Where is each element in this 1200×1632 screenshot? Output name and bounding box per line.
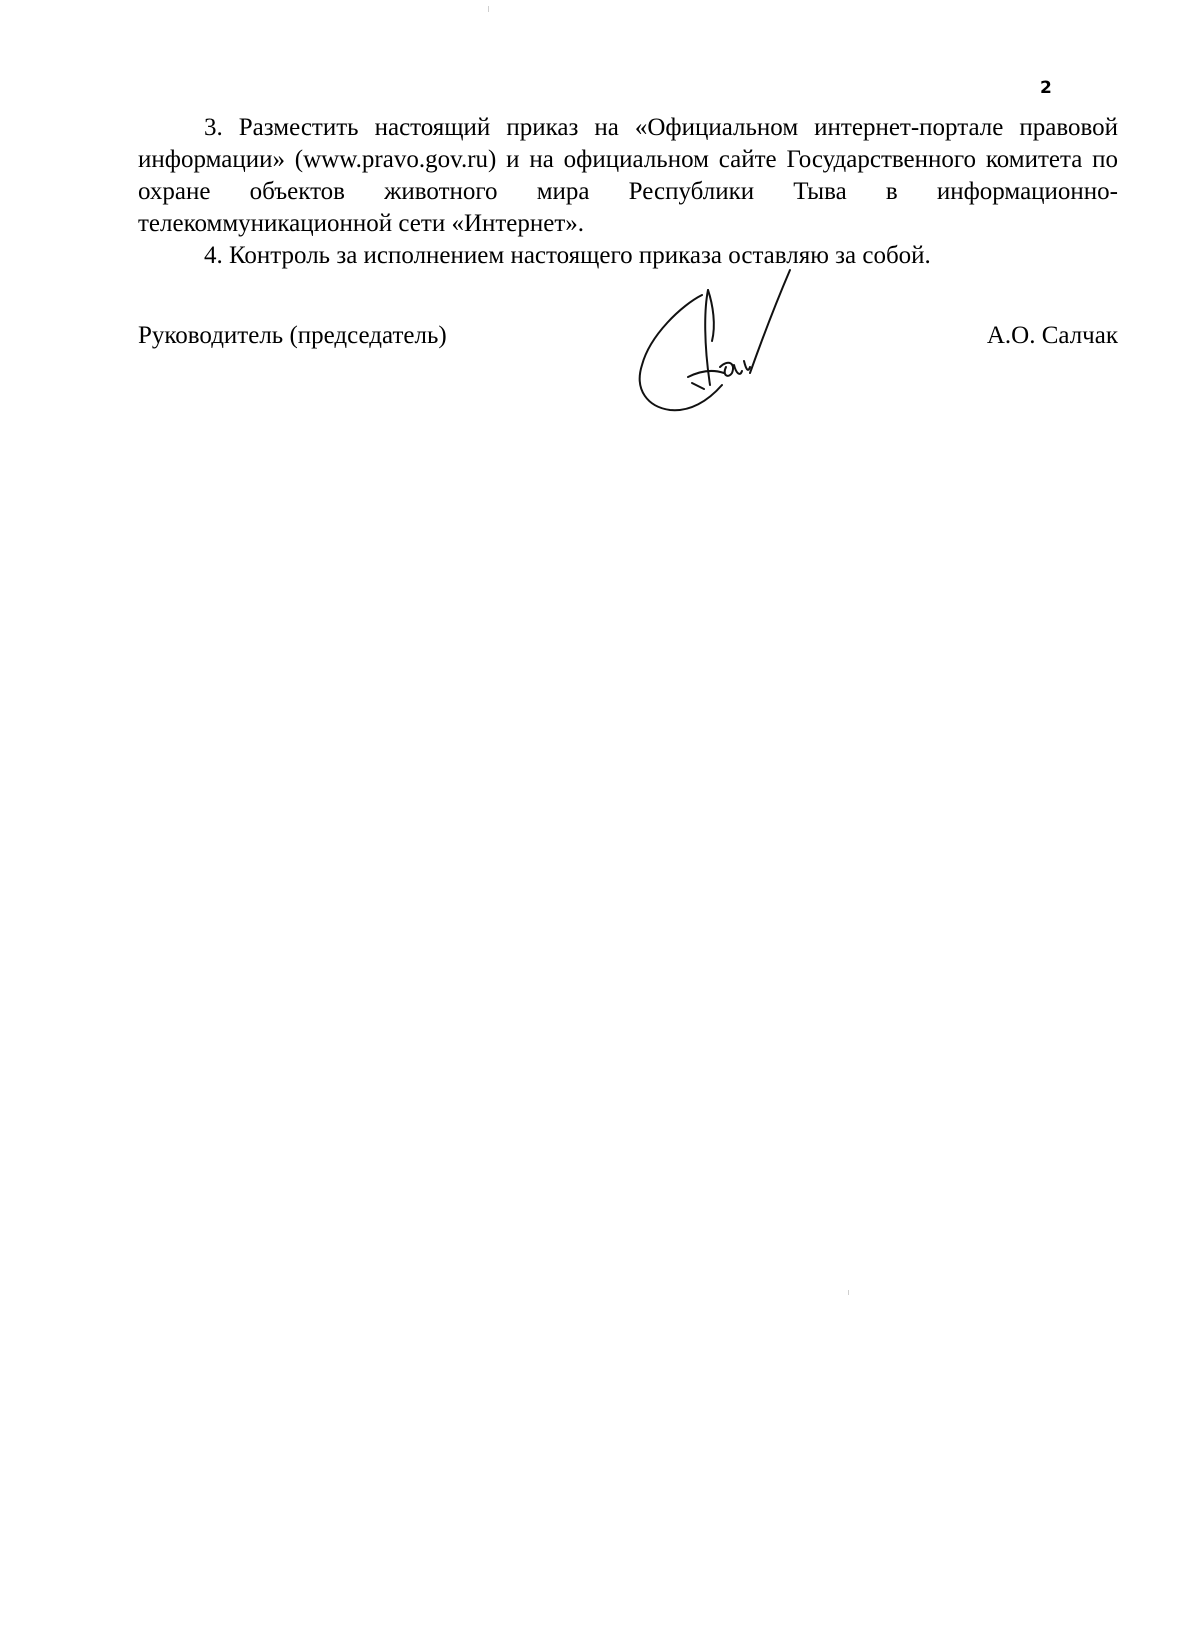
signer-name: А.О. Салчак [986,322,1118,349]
handwritten-signature [630,265,810,425]
signature-block [138,322,1118,362]
paragraph-3: 3. Разместить настоящий приказ на «Официальном интернет-портале правовой информации» (www.pravo.gov.ru) и на официальном сайте Государственного комитета по охране объектов животного мира Республики Тыва в информационно-телекоммуникационной сети «Интернет». [138,114,1118,237]
scan-mark [488,6,489,12]
page-number: 2 [1040,78,1052,98]
scan-mark [848,1290,849,1295]
document-body [138,112,1118,272]
signer-position: Руководитель (председатель) [138,322,447,349]
paragraph-4: 4. Контроль за исполнением настоящего приказа оставляю за собой. [204,242,931,269]
